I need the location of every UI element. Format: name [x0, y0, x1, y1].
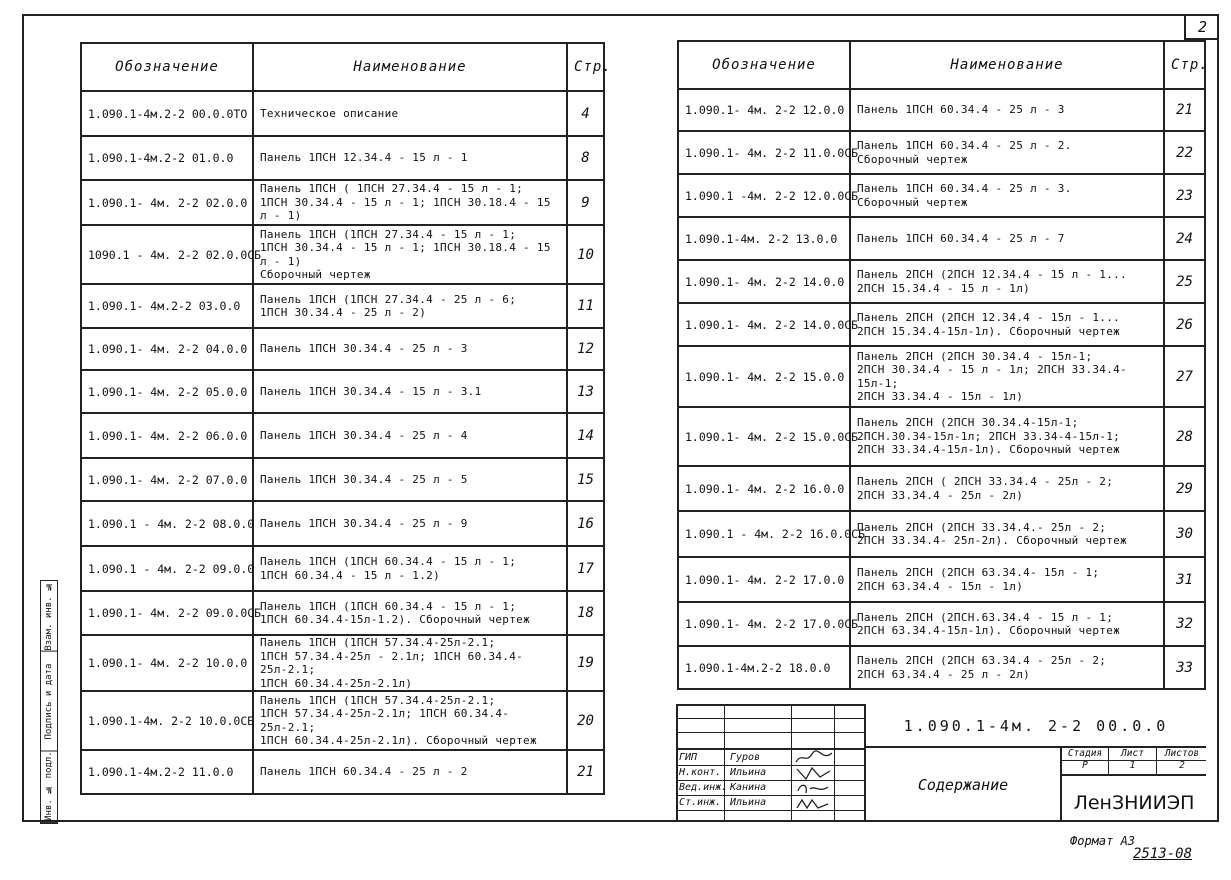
role-nkont: Н.конт.: [679, 767, 722, 778]
row-name: Панель 1ПСН 30.34.4 - 25 л - 9: [253, 501, 567, 546]
row-name: Панель 2ПСН (2ПСН 12.34.4 - 15 л - 1... 2ПСН 15.34.4 - 15 л - 1л): [850, 260, 1164, 303]
sheets-value: 2: [1179, 760, 1185, 771]
table-row: [678, 174, 1205, 217]
row-page: 24: [1164, 217, 1205, 260]
table-row: [678, 89, 1205, 131]
row-designation: 1.090.1-4м.2-2 18.0.0: [678, 646, 850, 689]
table-row: [678, 511, 1205, 557]
row-name: Техническое описание: [253, 91, 567, 136]
row-designation: 1.090.1- 4м. 2-2 14.0.0: [678, 260, 850, 303]
table-row: [81, 591, 604, 635]
row-name: Панель 1ПСН 12.34.4 - 15 л - 1: [253, 136, 567, 180]
table-row: [81, 750, 604, 794]
table-row: [678, 131, 1205, 174]
table-row: [81, 546, 604, 591]
row-name: Панель 1ПСН (1ПСН 60.34.4 - 15 л - 1; 1ПСН 60.34.4-15л-1.2). Сборочный чертеж: [253, 591, 567, 635]
row-page: 21: [567, 750, 604, 794]
stage-label: Стадия: [1067, 748, 1103, 759]
stage-value: Р: [1082, 760, 1088, 771]
row-page: 32: [1164, 602, 1205, 646]
table-row: [678, 260, 1205, 303]
table-row: [81, 328, 604, 370]
table-row: [81, 180, 604, 225]
row-name: Панель 2ПСН (2ПСН 63.34.4 - 25л - 2; 2ПСН 63.34.4 - 25 л - 2л): [850, 646, 1164, 689]
col-page: Стр.: [567, 43, 604, 91]
table-row: [81, 284, 604, 328]
name-gurov: Гуров: [730, 752, 761, 763]
name-ilina-2: Ильина: [730, 797, 767, 808]
document-number: 1.090.1-4м. 2-2 00.0.0: [864, 704, 1206, 748]
row-name: Панель 1ПСН 60.34.4 - 25 л - 2. Сборочный чертеж: [850, 131, 1164, 174]
row-designation: 1.090.1- 4м. 2-2 17.0.0: [678, 557, 850, 602]
stage-block: [1060, 748, 1206, 774]
row-page: 28: [1164, 407, 1205, 466]
row-name: Панель 1ПСН 60.34.4 - 25 л - 3: [850, 89, 1164, 131]
row-page: 13: [567, 370, 604, 413]
role-gip: ГИП: [679, 752, 698, 763]
role-stinzh: Ст.инж.: [679, 797, 722, 808]
row-page: 30: [1164, 511, 1205, 557]
row-name: Панель 1ПСН 30.34.4 - 25 л - 3: [253, 328, 567, 370]
row-page: 10: [567, 225, 604, 284]
table-row: [678, 466, 1205, 511]
table-row: [81, 225, 604, 284]
inventory-number: 2513-08: [1133, 846, 1193, 862]
row-designation: 1.090.1- 4м. 2-2 16.0.0: [678, 466, 850, 511]
row-page: 27: [1164, 346, 1205, 407]
table-row: [81, 635, 604, 691]
row-page: 19: [567, 635, 604, 691]
row-name: Панель 2ПСН (2ПСН 12.34.4 - 15л - 1... 2ПСН 15.34.4-15л-1л). Сборочный чертеж: [850, 303, 1164, 346]
row-page: 29: [1164, 466, 1205, 511]
row-page: 22: [1164, 131, 1205, 174]
row-designation: 1.090.1-4м.2-2 01.0.0: [81, 136, 253, 180]
row-page: 18: [567, 591, 604, 635]
table-header: [81, 43, 604, 91]
vzam-inv-cell: Взам. инв. №: [41, 581, 57, 652]
row-page: 17: [567, 546, 604, 591]
row-designation: 1.090.1-4м. 2-2 13.0.0: [678, 217, 850, 260]
table-row: [678, 646, 1205, 689]
row-name: Панель 1ПСН (1ПСН 57.34.4-25л-2.1; 1ПСН 57.34.4-25л - 2.1л; 1ПСН 60.34.4-25л-2.1; 1ПСН 60.34.4-25л-2.1л): [253, 635, 567, 691]
col-name: Наименование: [253, 43, 567, 91]
row-name: Панель 2ПСН (2ПСН 63.34.4- 15л - 1; 2ПСН 63.34.4 - 15л - 1л): [850, 557, 1164, 602]
row-page: 31: [1164, 557, 1205, 602]
table-row: [678, 602, 1205, 646]
row-designation: 1.090.1- 4м. 2-2 12.0.0: [678, 89, 850, 131]
row-name: Панель 1ПСН (1ПСН 27.34.4 - 25 л - 6; 1ПСН 30.34.4 - 25 л - 2): [253, 284, 567, 328]
table-row: [81, 501, 604, 546]
row-designation: 1.090.1- 4м. 2-2 07.0.0: [81, 458, 253, 501]
row-designation: 1.090.1 - 4м. 2-2 08.0.0: [81, 501, 253, 546]
row-page: 4: [567, 91, 604, 136]
table-row: [678, 346, 1205, 407]
row-designation: 1090.1 - 4м. 2-2 02.0.0СБ: [81, 225, 253, 284]
row-page: 20: [567, 691, 604, 750]
table-row: [81, 413, 604, 458]
row-page: 16: [567, 501, 604, 546]
col-designation: Обозначение: [81, 43, 253, 91]
row-page: 23: [1164, 174, 1205, 217]
row-name: Панель 1ПСН ( 1ПСН 27.34.4 - 15 л - 1; 1ПСН 30.34.4 - 15 л - 1; 1ПСН 30.18.4 - 15 л - 1): [253, 180, 567, 225]
signature-3: [794, 781, 834, 797]
row-page: 33: [1164, 646, 1205, 689]
row-name: Панель 1ПСН (1ПСН 27.34.4 - 15 л - 1; 1ПСН 30.34.4 - 15 л - 1; 1ПСН 30.18.4 - 15 л - 1) Сборочный чертеж: [253, 225, 567, 284]
table-row: [678, 407, 1205, 466]
row-name: Панель 1ПСН (1ПСН 57.34.4-25л-2.1; 1ПСН 57.34.4-25л-2.1л; 1ПСН 60.34.4-25л-2.1; 1ПСН 60.34.4-25л-2.1л). Сборочный чертеж: [253, 691, 567, 750]
row-designation: 1.090.1- 4м. 2-2 04.0.0: [81, 328, 253, 370]
row-name: Панель 1ПСН 30.34.4 - 25 л - 4: [253, 413, 567, 458]
signature-4: [794, 796, 834, 812]
row-page: 11: [567, 284, 604, 328]
row-name: Панель 2ПСН (2ПСН 33.34.4.- 25л - 2; 2ПСН 33.34.4- 25л-2л). Сборочный чертеж: [850, 511, 1164, 557]
row-designation: 1.090.1 - 4м. 2-2 09.0.0: [81, 546, 253, 591]
row-designation: 1.090.1- 4м.2-2 03.0.0: [81, 284, 253, 328]
row-page: 26: [1164, 303, 1205, 346]
row-page: 9: [567, 180, 604, 225]
document-title: Содержание: [864, 748, 1060, 822]
row-page: 12: [567, 328, 604, 370]
left-contents-table: [80, 42, 612, 795]
row-page: 15: [567, 458, 604, 501]
signature-1: [794, 750, 834, 766]
sheet-label: Лист: [1121, 748, 1144, 759]
table-row: [81, 691, 604, 750]
table-row: [81, 370, 604, 413]
row-designation: 1.090.1- 4м. 2-2 11.0.0СБ: [678, 131, 850, 174]
organization: ЛенЗНИИЭП: [1060, 774, 1206, 822]
row-designation: 1.090.1 -4м. 2-2 12.0.0СБ: [678, 174, 850, 217]
row-name: Панель 1ПСН 60.34.4 - 25 л - 2: [253, 750, 567, 794]
table-row: [81, 91, 604, 136]
table-row: [81, 458, 604, 501]
inv-podl-cell: Инв. № подл.: [41, 751, 57, 823]
row-name: Панель 1ПСН (1ПСН 60.34.4 - 15 л - 1; 1ПСН 60.34.4 - 15 л - 1.2): [253, 546, 567, 591]
row-page: 21: [1164, 89, 1205, 131]
row-name: Панель 2ПСН (2ПСН 30.34.4-15л-1; 2ПСН.30.34-15л-1л; 2ПСН 33.34-4-15л-1; 2ПСН 33.34.4-15л-1л). Сборочный чертеж: [850, 407, 1164, 466]
row-name: Панель 1ПСН 30.34.4 - 25 л - 5: [253, 458, 567, 501]
row-page: 25: [1164, 260, 1205, 303]
row-designation: 1.090.1- 4м. 2-2 10.0.0: [81, 635, 253, 691]
row-designation: 1.090.1- 4м. 2-2 06.0.0: [81, 413, 253, 458]
table-header: [678, 41, 1205, 89]
signature-2: [794, 765, 834, 781]
row-designation: 1.090.1- 4м. 2-2 17.0.0СБ: [678, 602, 850, 646]
table-row: [678, 303, 1205, 346]
table-row: [81, 136, 604, 180]
signature-date-cell: Подпись и дата: [41, 652, 57, 751]
row-page: 8: [567, 136, 604, 180]
right-contents-table: [677, 40, 1209, 690]
row-designation: 1.090.1- 4м. 2-2 05.0.0: [81, 370, 253, 413]
col-page: Стр.: [1164, 41, 1205, 89]
side-stamp: [40, 580, 58, 824]
row-designation: 1.090.1-4м.2-2 11.0.0: [81, 750, 253, 794]
row-designation: 1.090.1- 4м. 2-2 15.0.0: [678, 346, 850, 407]
row-designation: 1.090.1-4м.2-2 00.0.0ТО: [81, 91, 253, 136]
col-designation: Обозначение: [678, 41, 850, 89]
row-name: Панель 2ПСН (2ПСН 30.34.4 - 15л-1; 2ПСН 30.34.4 - 15 л - 1л; 2ПСН 33.34.4-15л-1; 2ПСН 33.34.4 - 15л - 1л): [850, 346, 1164, 407]
row-designation: 1.090.1- 4м. 2-2 15.0.0СБ: [678, 407, 850, 466]
role-vedinzh: Вед.инж.: [679, 782, 728, 793]
table-row: [678, 217, 1205, 260]
row-designation: 1.090.1 - 4м. 2-2 16.0.0СБ: [678, 511, 850, 557]
name-kanina: Канина: [730, 782, 767, 793]
row-designation: 1.090.1- 4м. 2-2 02.0.0: [81, 180, 253, 225]
row-name: Панель 2ПСН ( 2ПСН 33.34.4 - 25л - 2; 2ПСН 33.34.4 - 25л - 2л): [850, 466, 1164, 511]
row-name: Панель 2ПСН (2ПСН.63.34.4 - 15 л - 1; 2ПСН 63.34.4-15л-1л). Сборочный чертеж: [850, 602, 1164, 646]
name-ilina: Ильина: [730, 767, 767, 778]
row-designation: 1.090.1-4м. 2-2 10.0.0СБ: [81, 691, 253, 750]
col-name: Наименование: [850, 41, 1164, 89]
row-designation: 1.090.1- 4м. 2-2 14.0.0СБ: [678, 303, 850, 346]
table-row: [678, 557, 1205, 602]
sheets-label: Листов: [1164, 748, 1200, 759]
row-name: Панель 1ПСН 60.34.4 - 25 л - 3. Сборочный чертеж: [850, 174, 1164, 217]
title-block: [676, 704, 1206, 822]
row-name: Панель 1ПСН 30.34.4 - 15 л - 3.1: [253, 370, 567, 413]
page-number: 2: [1184, 14, 1219, 40]
row-designation: 1.090.1- 4м. 2-2 09.0.0СБ: [81, 591, 253, 635]
sheet-value: 1: [1129, 760, 1136, 771]
row-name: Панель 1ПСН 60.34.4 - 25 л - 7: [850, 217, 1164, 260]
row-page: 14: [567, 413, 604, 458]
paper-format: Формат А3: [1070, 834, 1136, 848]
